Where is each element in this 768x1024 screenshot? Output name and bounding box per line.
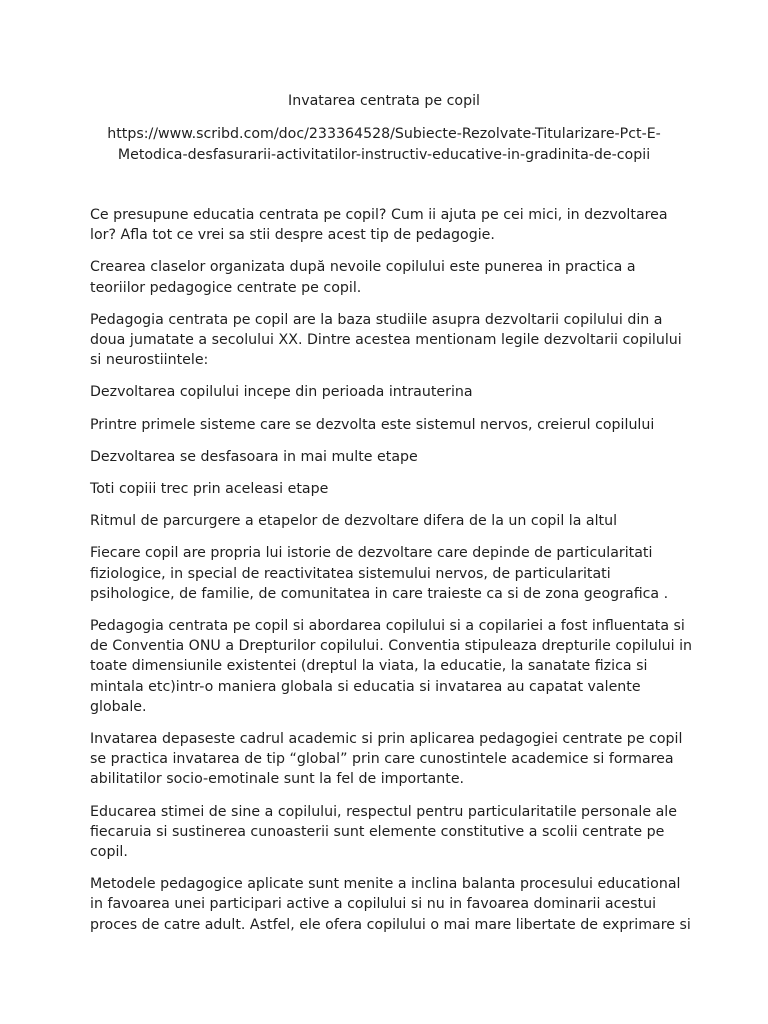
text-line: mintala etc)intr-o maniera globala si educatia si invatarea au capatat valente xyxy=(90,678,641,695)
text-line: Crearea claselor organizata după nevoile copilului este punerea in practica a xyxy=(90,259,636,276)
paragraph xyxy=(90,205,690,245)
text-line: Fiecare copil are propria lui istorie de dezvoltare care depinde de particularitati xyxy=(90,545,653,562)
text-line: Toti copiii trec prin aceleasi etape xyxy=(90,481,329,498)
paragraph xyxy=(90,802,690,863)
source-url-line: Metodica-desfasurarii-activitatilor-instructiv-educative-in-gradinita-de-copii xyxy=(117,147,651,163)
paragraph xyxy=(90,257,690,297)
text-line: Dezvoltarea copilului incepe din perioada intrauterina xyxy=(90,384,473,401)
source-url[interactable] xyxy=(80,124,688,166)
text-line: de Conventia ONU a Drepturilor copilului. Conventia stipuleaza drepturile copilului in xyxy=(90,638,693,655)
text-line: si neurostiintele: xyxy=(90,352,209,369)
text-line: copil. xyxy=(90,844,128,861)
text-line: se practica invatarea de tip “global” prin care cunostintele academice si formarea xyxy=(90,751,674,768)
paragraph xyxy=(90,543,690,604)
text-line: toate dimensiunile existentei (dreptul la viata, la educatie, la sanatate fizica si xyxy=(90,658,648,675)
paragraph xyxy=(90,310,690,371)
document-title: Invatarea centrata pe copil xyxy=(288,93,480,109)
text-line: Ce presupune educatia centrata pe copil? Cum ii ajuta pe cei mici, in dezvoltarea xyxy=(90,207,668,223)
text-line: Metodele pedagogice aplicate sunt menite a inclina balanta procesului educational xyxy=(90,876,681,893)
text-line: Printre primele sisteme care se dezvolta este sistemul nervos, creierul copilului xyxy=(90,416,655,433)
source-url-line: https://www.scribd.com/doc/233364528/Subiecte-Rezolvate-Titularizare-Pct-E- xyxy=(107,126,661,142)
text-line: proces de catre adult. Astfel, ele ofera copilului o mai mare libertate de exprimare si xyxy=(90,916,691,933)
text-line: Ritmul de parcurgere a etapelor de dezvoltare difera de la un copil la altul xyxy=(90,513,618,530)
paragraph xyxy=(90,415,690,435)
paragraph xyxy=(90,511,690,531)
text-line: Pedagogia centrata pe copil are la baza studiile asupra dezvoltarii copilului din a xyxy=(90,311,663,328)
text-line: fiziologice, in special de reactivitatea sistemului nervos, de particularitati xyxy=(90,565,611,582)
text-line: in favoarea unei participari active a copilului si nu in favoarea dominarii acestui xyxy=(90,896,657,913)
text-line: Educarea stimei de sine a copilului, respectul pentru particularitatile personale ale xyxy=(90,803,677,820)
text-line: globale. xyxy=(90,698,147,715)
text-line: teoriilor pedagogice centrate pe copil. xyxy=(90,279,362,296)
paragraph xyxy=(90,382,690,402)
paragraph xyxy=(90,447,690,467)
paragraph xyxy=(90,729,690,790)
text-line: Pedagogia centrata pe copil si abordarea copilului si a copilariei a fost influentata si xyxy=(90,618,685,635)
text-line: Dezvoltarea se desfasoara in mai multe etape xyxy=(90,448,418,465)
paragraph xyxy=(90,874,690,935)
text-line: abilitatilor socio-emotinale sunt la fel de importante. xyxy=(90,771,465,788)
document-body xyxy=(90,205,693,947)
text-line: lor? Afla tot ce vrei sa stii despre acest tip de pedagogie. xyxy=(90,227,495,244)
text-line: fiecaruia si sustinerea cunoasterii sunt elemente constitutive a scolii centrate pe xyxy=(90,823,665,840)
text-line: psihologice, de familie, de comunitatea in care traieste ca si de zona geografica . xyxy=(90,585,669,602)
text-line: doua jumatate a secolului XX. Dintre acestea mentionam legile dezvoltarii copilului xyxy=(90,332,682,349)
paragraph xyxy=(90,616,693,717)
text-line: Invatarea depaseste cadrul academic si prin aplicarea pedagogiei centrate pe copil xyxy=(90,731,683,748)
paragraph xyxy=(90,479,690,499)
